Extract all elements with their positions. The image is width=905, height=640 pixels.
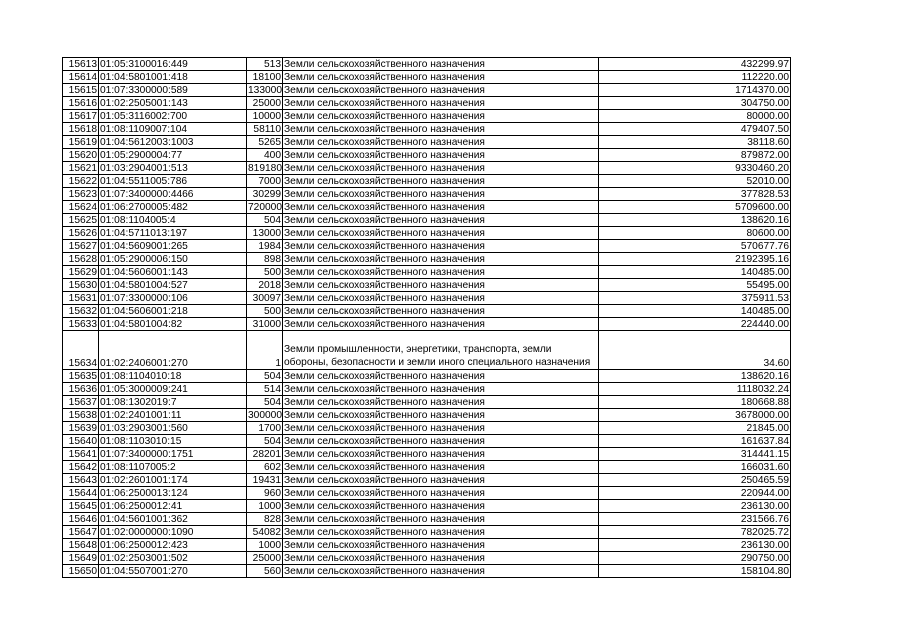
cadastral-number-cell: 01:08:1109007:104 — [99, 123, 247, 136]
land-category-cell: Земли сельскохозяйственного назначения — [283, 422, 599, 435]
table-row — [63, 97, 791, 110]
area-cell: 133000 — [248, 85, 282, 96]
table-row — [63, 409, 791, 422]
row-number-cell: 15649 — [63, 552, 99, 565]
cadastral-value-cell: 3678000.00 — [599, 409, 791, 422]
row-number-cell: 15632 — [63, 305, 99, 318]
cadastral-number-cell: 01:02:2505001:143 — [99, 97, 247, 110]
area-cell: 25000 — [247, 552, 283, 565]
cadastral-number-cell: 01:06:2500012:41 — [99, 500, 247, 513]
area-cell: 19431 — [247, 474, 283, 487]
land-category-cell: Земли сельскохозяйственного назначения — [283, 162, 599, 175]
row-number-cell: 15631 — [63, 292, 99, 305]
cadastral-number-cell: 01:02:0000000:1090 — [99, 526, 247, 539]
land-category-cell: Земли сельскохозяйственного назначения — [283, 565, 599, 578]
cadastral-value-cell: 21845.00 — [599, 422, 791, 435]
cadastral-value-cell: 34.60 — [599, 331, 791, 370]
cadastral-value-cell: 236130.00 — [599, 500, 791, 513]
area-cell: 13000 — [247, 227, 283, 240]
area-cell: 400 — [247, 149, 283, 162]
land-category-cell: Земли сельскохозяйственного назначения — [283, 370, 599, 383]
area-cell: 10000 — [247, 110, 283, 123]
table-row — [63, 71, 791, 84]
cadastral-value-cell: 80600.00 — [599, 227, 791, 240]
land-category-cell: Земли сельскохозяйственного назначения — [283, 474, 599, 487]
row-number-cell: 15616 — [63, 97, 99, 110]
area-cell: 300000 — [248, 410, 282, 421]
cadastral-value-cell: 432299.97 — [599, 58, 791, 71]
cadastral-value-cell: 1118032.24 — [599, 383, 791, 396]
cadastral-value-cell: 250465.59 — [599, 474, 791, 487]
land-category-cell: Земли сельскохозяйственного назначения — [283, 201, 599, 214]
row-number-cell: 15625 — [63, 214, 99, 227]
row-number-cell: 15622 — [63, 175, 99, 188]
table-row — [63, 370, 791, 383]
row-number-cell: 15642 — [63, 461, 99, 474]
row-number-cell: 15644 — [63, 487, 99, 500]
area-cell: 560 — [247, 565, 283, 578]
area-cell: 1000 — [247, 539, 283, 552]
area-cell: 18100 — [247, 71, 283, 84]
land-category-cell: Земли сельскохозяйственного назначения — [283, 136, 599, 149]
cadastral-value-cell: 158104.80 — [599, 565, 791, 578]
row-number-cell: 15648 — [63, 539, 99, 552]
cadastral-value-cell: 55495.00 — [599, 279, 791, 292]
table-row — [63, 162, 791, 175]
cadastral-number-cell: 01:05:3100016:449 — [99, 58, 247, 71]
table-row — [63, 318, 791, 331]
cadastral-number-cell: 01:05:2900004:77 — [99, 149, 247, 162]
area-cell: 504 — [247, 435, 283, 448]
table-row — [63, 526, 791, 539]
land-category-cell: Земли сельскохозяйственного назначения — [283, 539, 599, 552]
cadastral-number-cell: 01:04:5801004:82 — [99, 318, 247, 331]
row-number-cell: 15627 — [63, 240, 99, 253]
land-category-cell: Земли сельскохозяйственного назначения — [283, 448, 599, 461]
land-category-cell: Земли сельскохозяйственного назначения — [283, 175, 599, 188]
row-number-cell: 15636 — [63, 383, 99, 396]
cadastral-number-cell: 01:08:1302019:7 — [99, 396, 247, 409]
table-row — [63, 201, 791, 214]
cadastral-value-cell: 479407.50 — [599, 123, 791, 136]
cadastral-number-cell: 01:08:1104010:18 — [99, 370, 247, 383]
land-category-cell: Земли сельскохозяйственного назначения — [283, 383, 599, 396]
cadastral-number-cell: 01:08:1107005:2 — [99, 461, 247, 474]
land-category-cell: Земли сельскохозяйственного назначения — [283, 435, 599, 448]
area-cell: 31000 — [247, 318, 283, 331]
area-cell: 1984 — [247, 240, 283, 253]
cadastral-number-cell: 01:02:2406001:270 — [99, 331, 247, 370]
table-row — [63, 227, 791, 240]
land-category-cell: Земли сельскохозяйственного назначения — [283, 149, 599, 162]
row-number-cell: 15633 — [63, 318, 99, 331]
area-cell: 819180 — [248, 163, 282, 174]
cadastral-value-cell: 224440.00 — [599, 318, 791, 331]
land-plots-table — [62, 57, 791, 578]
row-number-cell: 15647 — [63, 526, 99, 539]
table-row — [63, 448, 791, 461]
cadastral-number-cell: 01:04:5606001:218 — [99, 305, 247, 318]
cadastral-value-cell: 570677.76 — [599, 240, 791, 253]
table-row — [63, 214, 791, 227]
table-row — [63, 383, 791, 396]
cadastral-value-cell: 2192395.16 — [599, 253, 791, 266]
cadastral-value-cell: 112220.00 — [599, 71, 791, 84]
row-number-cell: 15617 — [63, 110, 99, 123]
land-category-cell: Земли сельскохозяйственного назначения — [283, 552, 599, 565]
cadastral-value-cell: 236130.00 — [599, 539, 791, 552]
cadastral-value-cell: 9330460.20 — [599, 162, 791, 175]
area-cell: 25000 — [247, 97, 283, 110]
cadastral-value-cell: 138620.16 — [599, 370, 791, 383]
land-category-cell: Земли сельскохозяйственного назначения — [283, 279, 599, 292]
cadastral-number-cell: 01:05:2900006:150 — [99, 253, 247, 266]
table-row — [63, 292, 791, 305]
cadastral-value-cell: 782025.72 — [599, 526, 791, 539]
area-cell: 500 — [247, 266, 283, 279]
land-category-cell: Земли сельскохозяйственного назначения — [283, 487, 599, 500]
land-category-cell: Земли сельскохозяйственного назначения — [283, 526, 599, 539]
area-cell: 1700 — [247, 422, 283, 435]
cadastral-number-cell: 01:04:5801004:527 — [99, 279, 247, 292]
area-cell: 7000 — [247, 175, 283, 188]
area-cell: 28201 — [247, 448, 283, 461]
cadastral-number-cell: 01:04:5511005:786 — [99, 175, 247, 188]
cadastral-number-cell: 01:07:3300000:106 — [99, 292, 247, 305]
land-category-cell: Земли сельскохозяйственного назначения — [283, 292, 599, 305]
area-cell: 1 — [247, 331, 283, 370]
row-number-cell: 15626 — [63, 227, 99, 240]
cadastral-value-cell: 80000.00 — [599, 110, 791, 123]
cadastral-number-cell: 01:03:2904001:513 — [99, 162, 247, 175]
land-category-cell: Земли сельскохозяйственного назначения — [283, 97, 599, 110]
table-row — [63, 84, 791, 97]
row-number-cell: 15628 — [63, 253, 99, 266]
cadastral-value-cell: 140485.00 — [599, 266, 791, 279]
area-cell: 514 — [247, 383, 283, 396]
cadastral-number-cell: 01:02:2401001:11 — [99, 409, 247, 422]
cadastral-number-cell: 01:04:5801001:418 — [99, 71, 247, 84]
row-number-cell: 15619 — [63, 136, 99, 149]
table-row — [63, 279, 791, 292]
table-row — [63, 435, 791, 448]
row-number-cell: 15614 — [63, 71, 99, 84]
land-category-cell: Земли сельскохозяйственного назначения — [283, 318, 599, 331]
land-category-cell: Земли сельскохозяйственного назначения — [283, 396, 599, 409]
table-row — [63, 552, 791, 565]
cadastral-value-cell: 138620.16 — [599, 214, 791, 227]
land-category-cell: Земли сельскохозяйственного назначения — [283, 461, 599, 474]
cadastral-value-cell: 1714370.00 — [599, 84, 791, 97]
row-number-cell: 15621 — [63, 162, 99, 175]
area-cell: 2018 — [247, 279, 283, 292]
row-number-cell: 15646 — [63, 513, 99, 526]
area-cell: 504 — [247, 396, 283, 409]
row-number-cell: 15640 — [63, 435, 99, 448]
cadastral-number-cell: 01:07:3400000:1751 — [99, 448, 247, 461]
cadastral-number-cell: 01:06:2500013:124 — [99, 487, 247, 500]
table-row — [63, 149, 791, 162]
cadastral-number-cell: 01:06:2700005:482 — [99, 201, 247, 214]
cadastral-number-cell: 01:04:5612003:1003 — [99, 136, 247, 149]
cadastral-value-cell: 161637.84 — [599, 435, 791, 448]
area-cell: 30299 — [247, 188, 283, 201]
land-category-cell: Земли сельскохозяйственного назначения — [283, 409, 599, 422]
land-category-cell: Земли сельскохозяйственного назначения — [283, 188, 599, 201]
land-category-cell: Земли сельскохозяйственного назначения — [283, 227, 599, 240]
row-number-cell: 15641 — [63, 448, 99, 461]
row-number-cell: 15635 — [63, 370, 99, 383]
table-row — [63, 539, 791, 552]
row-number-cell: 15639 — [63, 422, 99, 435]
area-cell: 602 — [247, 461, 283, 474]
cadastral-value-cell: 314441.15 — [599, 448, 791, 461]
row-number-cell: 15620 — [63, 149, 99, 162]
row-number-cell: 15623 — [63, 188, 99, 201]
cadastral-value-cell: 290750.00 — [599, 552, 791, 565]
area-cell: 720000 — [248, 202, 282, 213]
row-number-cell: 15638 — [63, 409, 99, 422]
table-row — [63, 396, 791, 409]
land-category-cell: Земли сельскохозяйственного назначения — [283, 110, 599, 123]
land-category-cell: Земли сельскохозяйственного назначения — [283, 253, 599, 266]
table-row — [63, 266, 791, 279]
table-row — [63, 188, 791, 201]
row-number-cell: 15629 — [63, 266, 99, 279]
table-row — [63, 110, 791, 123]
row-number-cell: 15613 — [63, 58, 99, 71]
table-row — [63, 136, 791, 149]
cadastral-value-cell: 231566.76 — [599, 513, 791, 526]
table-row — [63, 175, 791, 188]
area-cell: 504 — [247, 370, 283, 383]
cadastral-number-cell: 01:07:3400000:4466 — [99, 188, 247, 201]
land-category-cell: Земли промышленности, энергетики, транспорта, земли обороны, безопасности и земли иного специального назначения — [283, 331, 599, 370]
cadastral-number-cell: 01:04:5507001:270 — [99, 565, 247, 578]
table-row — [63, 513, 791, 526]
cadastral-number-cell: 01:04:5606001:143 — [99, 266, 247, 279]
land-category-cell: Земли сельскохозяйственного назначения — [283, 240, 599, 253]
cadastral-number-cell: 01:08:1103010:15 — [99, 435, 247, 448]
area-cell: 828 — [247, 513, 283, 526]
area-cell: 898 — [247, 253, 283, 266]
table-row — [63, 123, 791, 136]
cadastral-number-cell: 01:08:1104005:4 — [99, 214, 247, 227]
cadastral-value-cell: 220944.00 — [599, 487, 791, 500]
cadastral-value-cell: 180668.88 — [599, 396, 791, 409]
area-cell: 504 — [247, 214, 283, 227]
cadastral-number-cell: 01:02:2503001:502 — [99, 552, 247, 565]
land-category-cell: Земли сельскохозяйственного назначения — [283, 500, 599, 513]
row-number-cell: 15650 — [63, 565, 99, 578]
cadastral-value-cell: 377828.53 — [599, 188, 791, 201]
cadastral-value-cell: 879872.00 — [599, 149, 791, 162]
table-row — [63, 474, 791, 487]
area-cell: 960 — [247, 487, 283, 500]
land-category-cell: Земли сельскохозяйственного назначения — [283, 305, 599, 318]
table-row — [63, 58, 791, 71]
table-row — [63, 565, 791, 578]
cadastral-number-cell: 01:04:5711013:197 — [99, 227, 247, 240]
cadastral-value-cell: 38118.60 — [599, 136, 791, 149]
table-row — [63, 305, 791, 318]
table-row — [63, 331, 791, 370]
table-body — [63, 58, 791, 578]
land-category-cell: Земли сельскохозяйственного назначения — [283, 71, 599, 84]
area-cell: 58110 — [247, 123, 283, 136]
area-cell: 513 — [247, 58, 283, 71]
cadastral-number-cell: 01:06:2500012:423 — [99, 539, 247, 552]
cadastral-number-cell: 01:02:2601001:174 — [99, 474, 247, 487]
area-cell: 500 — [247, 305, 283, 318]
land-category-cell: Земли сельскохозяйственного назначения — [283, 214, 599, 227]
cadastral-number-cell: 01:04:5609001:265 — [99, 240, 247, 253]
table-row — [63, 500, 791, 513]
row-number-cell: 15634 — [63, 331, 99, 370]
table-row — [63, 240, 791, 253]
table-row — [63, 461, 791, 474]
area-cell: 1000 — [247, 500, 283, 513]
table-row — [63, 422, 791, 435]
row-number-cell: 15618 — [63, 123, 99, 136]
table-row — [63, 253, 791, 266]
row-number-cell: 15643 — [63, 474, 99, 487]
land-category-cell: Земли сельскохозяйственного назначения — [283, 84, 599, 97]
cadastral-value-cell: 5709600.00 — [599, 201, 791, 214]
row-number-cell: 15630 — [63, 279, 99, 292]
cadastral-number-cell: 01:05:3116002:700 — [99, 110, 247, 123]
area-cell: 5265 — [247, 136, 283, 149]
land-category-cell: Земли сельскохозяйственного назначения — [283, 513, 599, 526]
cadastral-number-cell: 01:03:2903001:560 — [99, 422, 247, 435]
area-cell: 54082 — [247, 526, 283, 539]
land-category-cell: Земли сельскохозяйственного назначения — [283, 58, 599, 71]
cadastral-value-cell: 52010.00 — [599, 175, 791, 188]
land-category-cell: Земли сельскохозяйственного назначения — [283, 266, 599, 279]
row-number-cell: 15615 — [63, 84, 99, 97]
land-category-cell: Земли сельскохозяйственного назначения — [283, 123, 599, 136]
cadastral-number-cell: 01:07:3300000:589 — [99, 84, 247, 97]
cadastral-value-cell: 304750.00 — [599, 97, 791, 110]
row-number-cell: 15645 — [63, 500, 99, 513]
cadastral-number-cell: 01:04:5601001:362 — [99, 513, 247, 526]
row-number-cell: 15637 — [63, 396, 99, 409]
cadastral-value-cell: 166031.60 — [599, 461, 791, 474]
table-row — [63, 487, 791, 500]
cadastral-value-cell: 140485.00 — [599, 305, 791, 318]
row-number-cell: 15624 — [63, 201, 99, 214]
cadastral-number-cell: 01:05:3000009:241 — [99, 383, 247, 396]
cadastral-value-cell: 375911.53 — [599, 292, 791, 305]
area-cell: 30097 — [247, 292, 283, 305]
